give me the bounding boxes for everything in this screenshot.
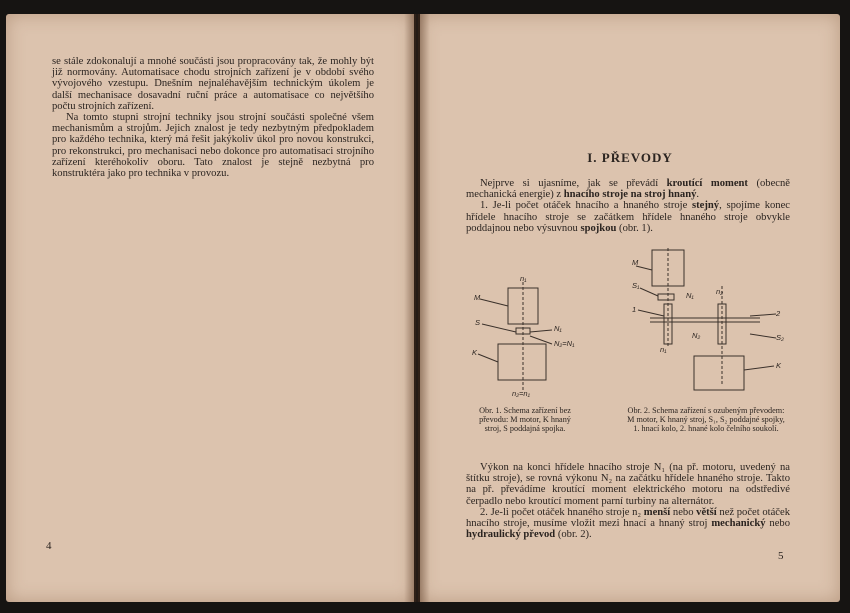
fig2-label-K: K	[776, 361, 782, 370]
fig2-label-n1: n₁	[660, 345, 667, 354]
intro-text-2: (obecně mechanická energie) z	[466, 178, 790, 201]
fig2-label-1: 1	[632, 305, 637, 314]
fig2-label-2: 2	[776, 309, 781, 318]
fig1-label-K: K	[472, 348, 478, 357]
figure-1-diagram	[470, 272, 590, 402]
fig1-label-N1: N₁	[554, 324, 562, 333]
figure-2-diagram	[630, 246, 790, 396]
left-page-text	[52, 56, 374, 179]
intro-paragraph	[466, 178, 790, 200]
fig2-label-S1: S₁	[632, 281, 640, 290]
chapter-heading: I. PŘEVODY	[587, 150, 673, 165]
left-page-number: 4	[46, 540, 52, 552]
point2-text-3: než počet otáček hnacího stroje, musíme vložit mezi hnací a hnaný stroj	[466, 506, 790, 530]
point2-bold-1: menší	[643, 506, 671, 518]
fig2-label-M: M	[632, 258, 639, 267]
right-page-number: 5	[778, 550, 784, 562]
book-gutter	[404, 14, 430, 602]
point1-text-2: , spojíme konec hřídele hnacího stroje se začátkem hřídele hnaného stroje obvykle poddajnou nebo výsuvnou	[466, 200, 790, 234]
point2-text-1: 2. Je-li počet otáček hnaného stroje n₂	[480, 506, 644, 518]
fig2-label-S2: S₂	[776, 333, 784, 342]
point2-bold-3: mechanický	[711, 518, 766, 530]
point2-text-2: nebo	[670, 506, 697, 518]
point2-bold-2: větší	[696, 506, 717, 518]
point1-bold-2: spojkou	[580, 222, 617, 234]
point-1-paragraph	[466, 200, 790, 234]
fig1-label-n1: n₁	[520, 274, 527, 283]
point1-bold-1: stejný	[692, 200, 720, 212]
point2-text-4: nebo	[765, 518, 790, 530]
left-paragraph-1: se stále zdokonalují a mnohé součásti jsou propracovány tak, že mohly být již normovány. Automatisace chodu strojních zařízení je v období svého vývojového vzestupu. Dnešním nejnaléhavějším technickým úkolem je další mechanisace dosavadní ruční práce a automatisace co největšího počtu strojních zařízení.	[52, 56, 374, 112]
intro-bold-1: kroutící moment	[666, 178, 748, 189]
right-lower-text	[466, 462, 790, 540]
fig1-label-N2: N₂=N₁	[554, 339, 575, 348]
point1-text-1: 1. Je-li počet otáček hnacího a hnaného stroje	[480, 200, 693, 212]
point1-text-3: (obr. 1).	[616, 222, 653, 234]
fig1-label-M: M	[474, 293, 481, 302]
power-paragraph: Výkon na konci hřídele hnacího stroje N₁ (na př. motoru, uvedený na štítku stroje), se rovná výkonu N₂ na začátku hřídele hnaného stroje. Takto na př. převádíme kroutící moment elektrického motoru na odstředivé čerpadlo nebo kroutící moment parní turbiny na alternátor.	[466, 462, 790, 507]
point2-text-5: (obr. 2).	[555, 529, 592, 541]
fig2-label-N1: N₁	[686, 291, 694, 300]
fig1-label-n2: n₂=n₁	[512, 389, 530, 398]
intro-text-1: Nejprve si ujasníme, jak se převádí	[480, 178, 667, 189]
fig1-label-S: S	[475, 318, 481, 327]
figure-2-caption: Obr. 2. Schema zařízení s ozubeným převodem: M motor, K hnaný stroj, S₁, S₂ poddajné spojky, 1. hnací kolo, 2. hnané kolo čelního soukolí.	[627, 406, 785, 433]
right-intro-text	[466, 178, 790, 234]
figure-1-caption: Obr. 1. Schema zařízení bez převodu: M motor, K hnaný stroj, S poddajná spojka.	[479, 406, 571, 433]
fig2-label-n2: n₂	[716, 287, 724, 296]
intro-bold-2: hnacího stroje na stroj hnaný	[563, 189, 697, 201]
point2-bold-4: hydraulický převod	[466, 529, 556, 541]
point-2-paragraph	[466, 507, 790, 541]
intro-text-3: .	[696, 189, 700, 201]
fig2-label-N2: N₂	[692, 331, 701, 340]
left-paragraph-2: Na tomto stupni strojní techniky jsou strojní součásti společné všem mechanismům a strojům. Jejich znalost je tedy nezbytným předpokladem pro každého technika, který má řešit jakýkoliv úkol pro novou konstrukci, pro rekonstrukci, pro mechanisaci nebo dokonce pro automatisaci strojního zařízení kteréhokoliv oboru. Tato znalost je stejně nezbytná pro konstruktéra jako pro technika v provozu.	[52, 112, 374, 180]
